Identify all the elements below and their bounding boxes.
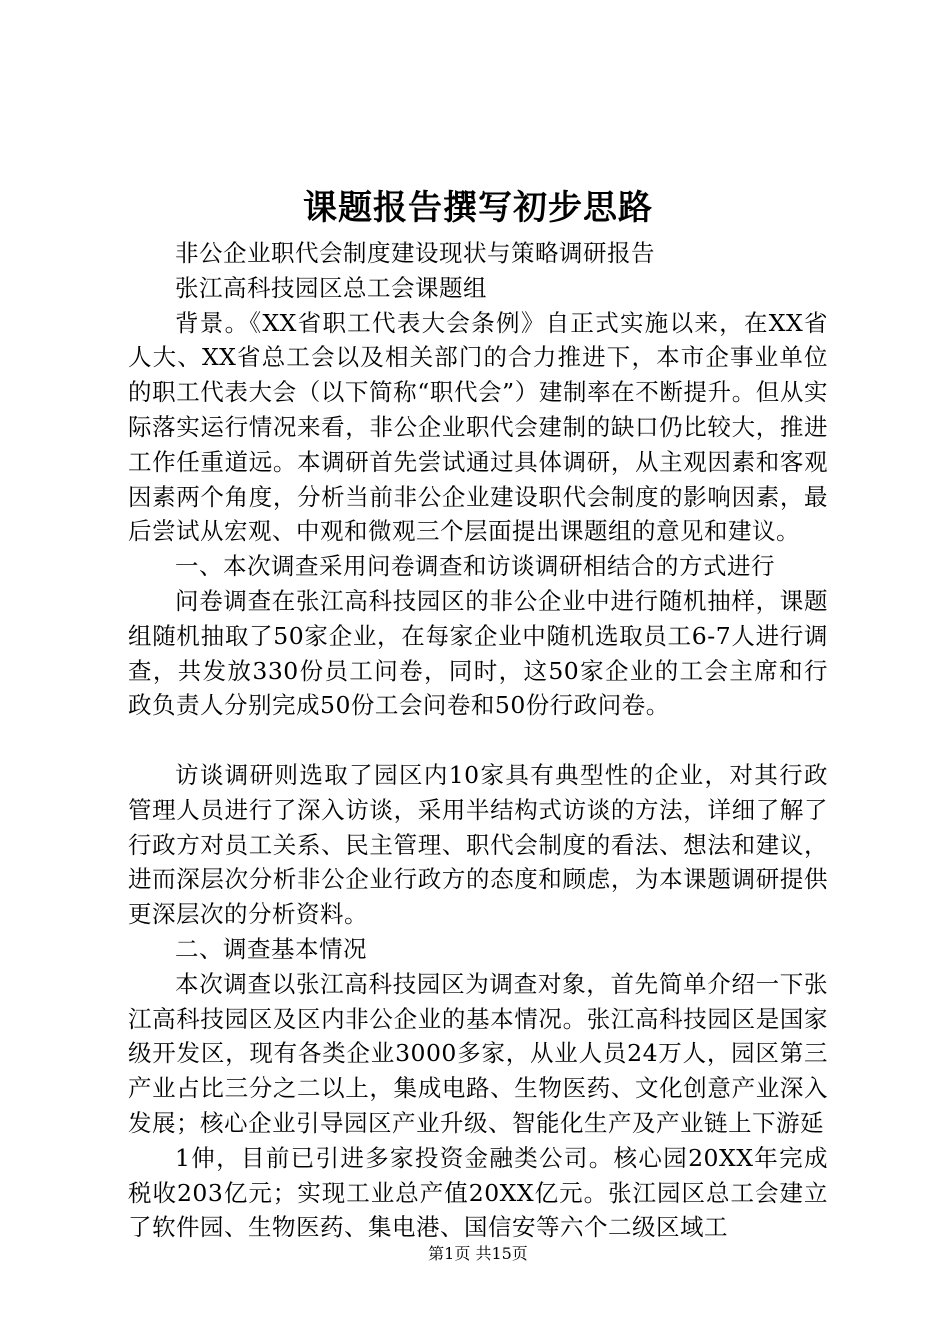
- paragraph-overview: 本次调查以张江高科技园区为调查对象，首先简单介绍一下张江高科技园区及区内非公企业的基本情况。张江高科技园区是国家级开发区，现有各类企业3000多家，从业人员24万人，园区第三产业占比三分之二以上，集成电路、生物医药、文化创意产业深入发展；核心企业引导园区产业升级、智能化生产及产业链上下游延: [128, 969, 828, 1137]
- document-title: 课题报告撰写初步思路: [303, 188, 653, 228]
- paragraph-questionnaire: 问卷调查在张江高科技园区的非公企业中进行随机抽样，课题组随机抽取了50家企业，在每家企业中随机选取员工6-7人进行调查，共发放330份员工问卷，同时，这50家企业的工会主席和行政负责人分别完成50份工会问卷和50份行政问卷。: [128, 586, 828, 720]
- document-page: [128, 0, 828, 1344]
- page-footer: 第1页 共15页: [428, 1244, 528, 1263]
- section-heading-1: 一、本次调查采用问卷调查和访谈调研相结合的方式进行: [175, 552, 775, 581]
- paragraph-continued: 1伸，目前已引进多家投资金融类公司。核心园20XX年完成税收203亿元；实现工业总产值20XX亿元。张江园区总工会建立了软件园、生物医药、集电港、国信安等六个二级区域工: [128, 1143, 828, 1242]
- report-subtitle: 非公企业职代会制度建设现状与策略调研报告: [175, 239, 655, 267]
- document-body: [128, 236, 828, 1245]
- paragraph-background: 背景。《XX省职工代表大会条例》自正式实施以来，在XX省人大、XX省总工会以及相关部门的合力推进下，本市企事业单位的职工代表大会（以下简称“职代会”）建制率在不断提升。但从实际落实运行情况来看，非公企业职代会建制的缺口仍比较大，推进工作任重道远。本调研首先尝试通过具体调研，从主观因素和客观因素两个角度，分析当前非公企业建设职代会制度的影响因素，最后尝试从宏观、中观和微观三个层面提出课题组的意见和建议。: [128, 308, 828, 546]
- report-author: 张江高科技园区总工会课题组: [175, 273, 487, 302]
- paragraph-interview: 访谈调研则选取了园区内10家具有典型性的企业，对其行政管理人员进行了深入访谈，采用半结构式访谈的方法，详细了解了行政方对员工关系、民主管理、职代会制度的看法、想法和建议，进而深层次分析非公企业行政方的态度和顾虑，为本课题调研提供更深层次的分析资料。: [128, 760, 828, 929]
- section-heading-2: 二、调查基本情况: [175, 934, 367, 963]
